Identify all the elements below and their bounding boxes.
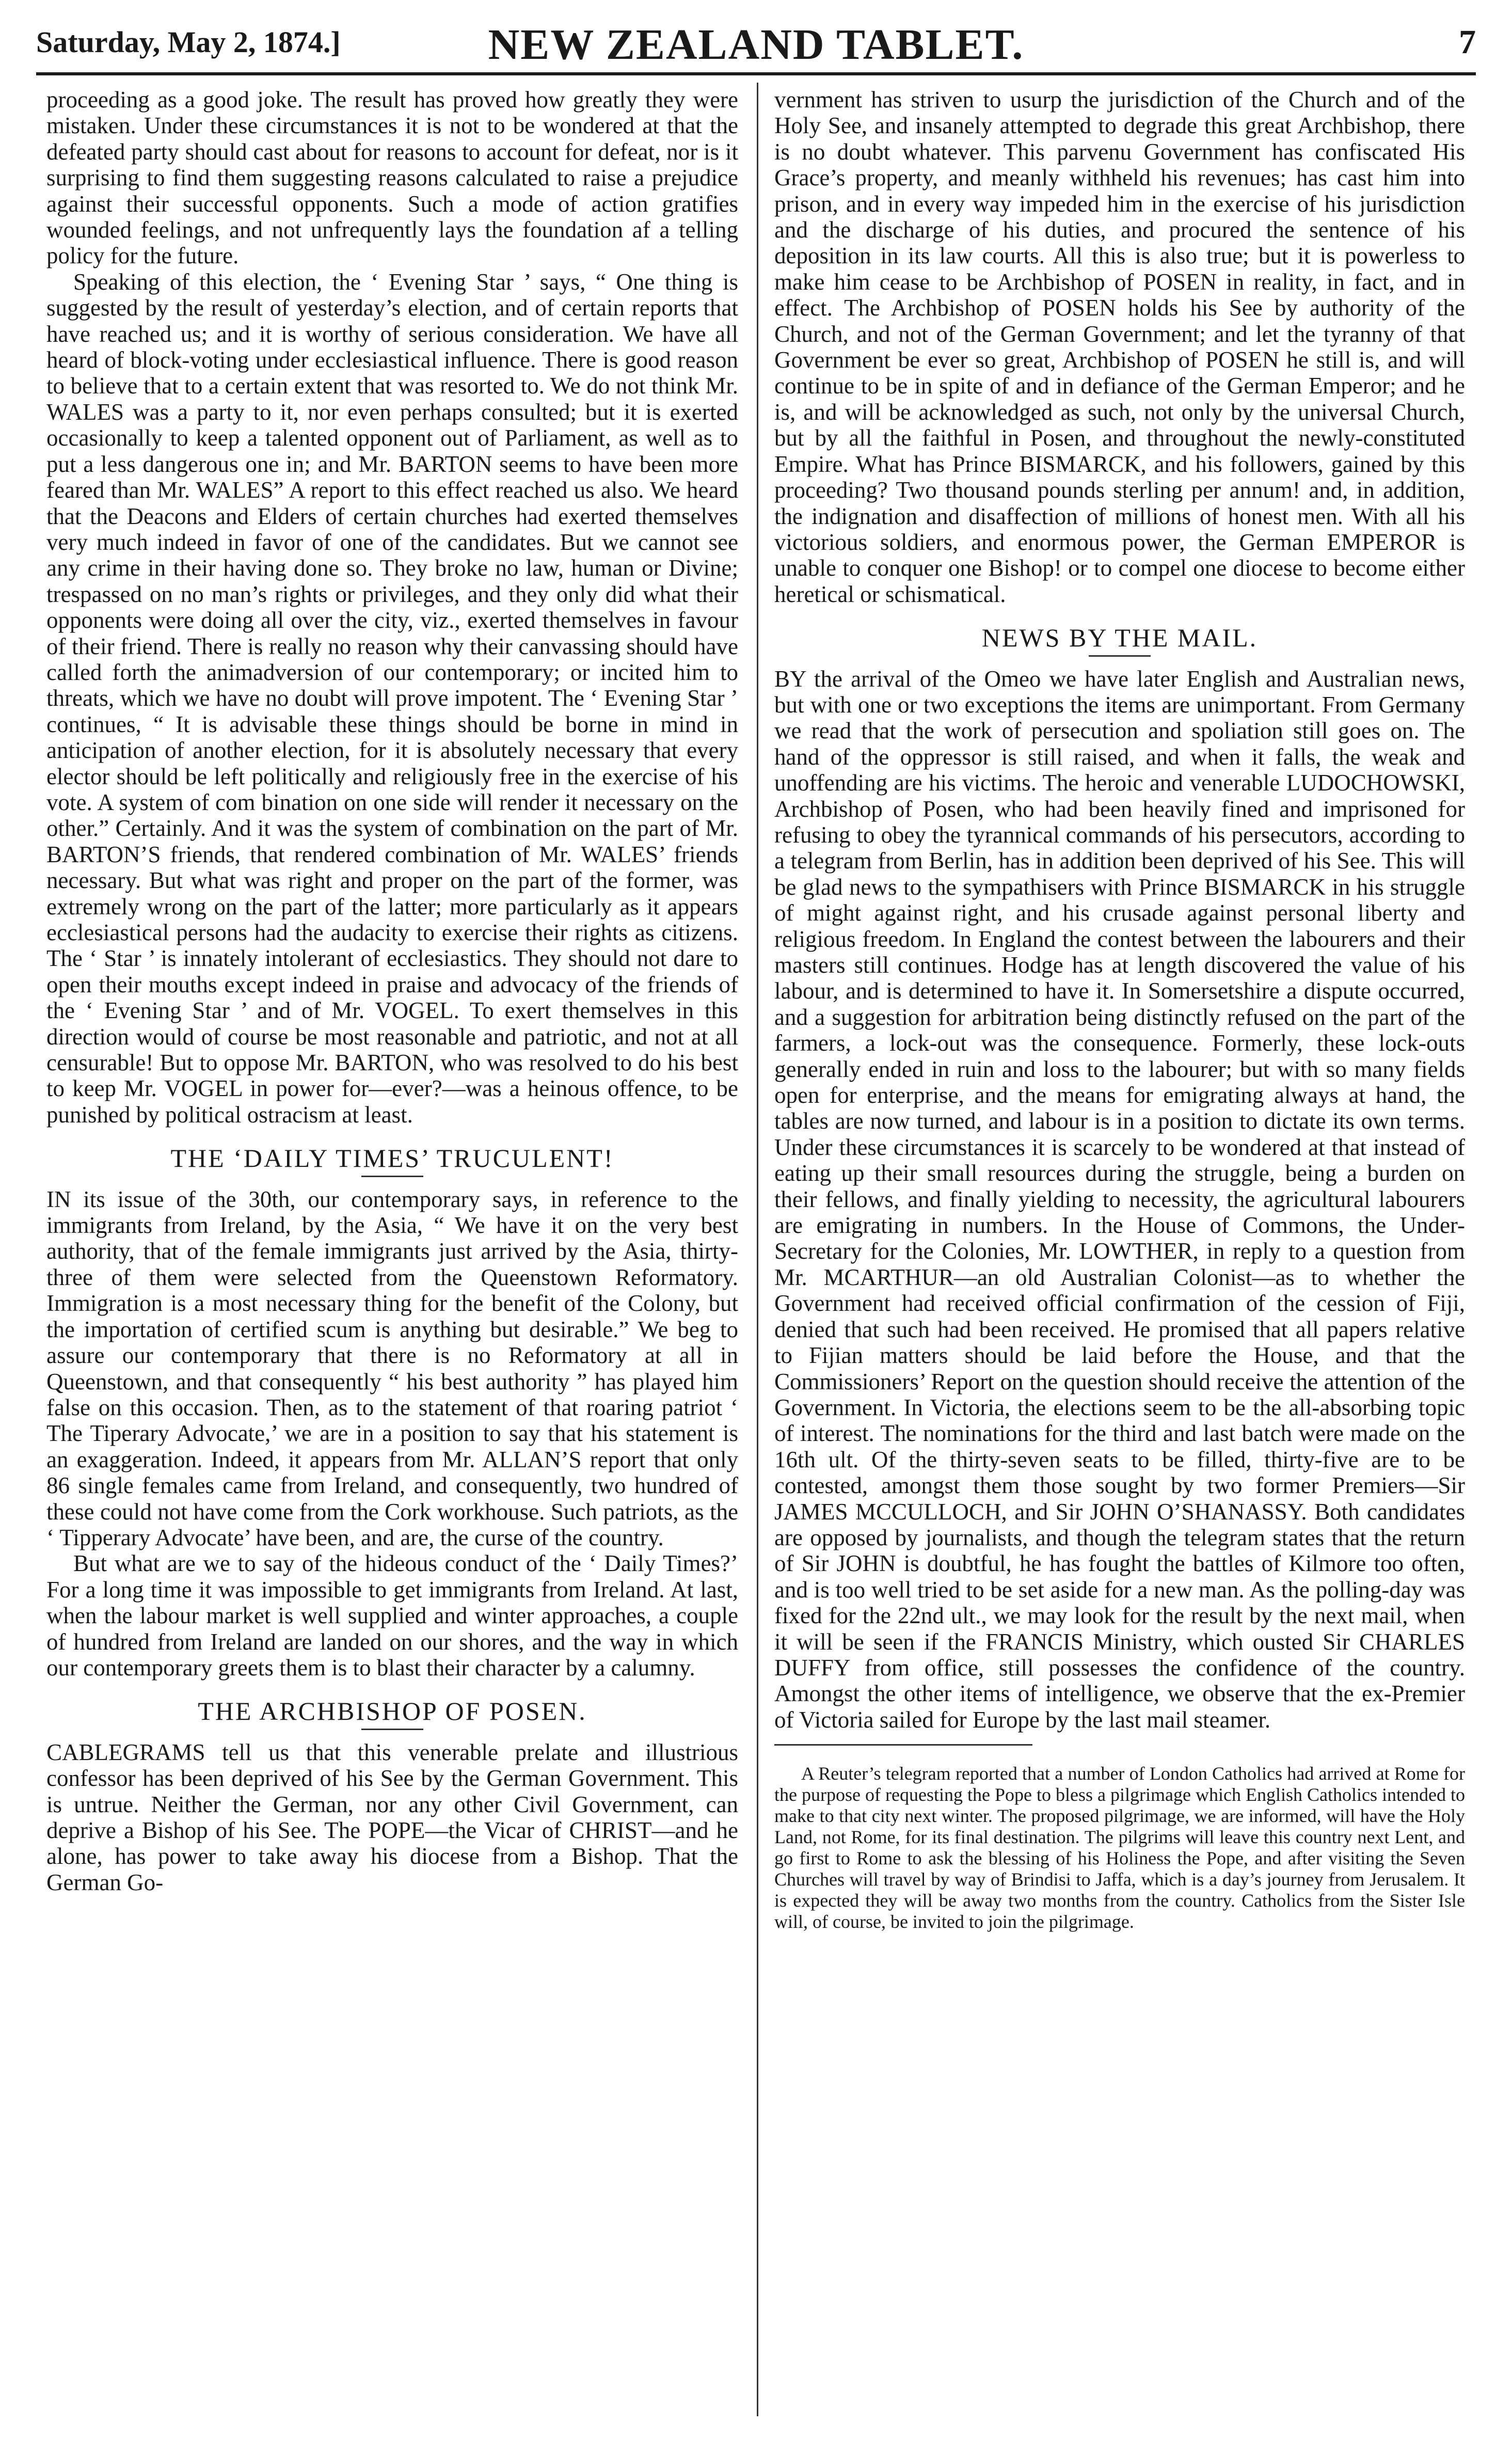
header-rule — [36, 72, 1476, 75]
reuters-footnote: A Reuter’s telegram reported that a number of London Catholics had arrived at Rome for the purpose of requesting the Pope to bless a pilgrimage which English Catholics intended to make to that city next winter. The proposed pilgrimage, we are informed, will have the Holy Land, not Rome, for its final destination. The pilgrims will leave this country next Lent, and go first to Rome to ask the blessing of his Holiness the Pope, and after visiting the Seven Churches will travel by way of Brindisi to Jaffa, which is a day’s journey from Jerusalem. It is expected they will be away two months from the country. Catholics from the Sister Isle will, of course, be invited to join the pilgrimage. — [774, 1763, 1465, 1933]
right-column — [774, 87, 1465, 1933]
posen-heading: THE ARCHBISHOP OF POSEN. — [198, 1697, 587, 1726]
column-divider — [757, 83, 758, 2416]
daily-times-paragraph-2: But what are we to say of the hideous conduct of the ‘ Daily Times?’ For a long time it was impossible to get immigrants from Ireland. At last, when the labour market is well supplied and winter approaches, a couple of hundred from Ireland are landed on our shores, and the way in which our contemporary greets them is to blast their character by a calumny. — [46, 1550, 738, 1681]
page-header — [36, 9, 1476, 71]
posen-continued-paragraph: vernment has striven to usurp the jurisdiction of the Church and of the Holy See, and insanely attempted to degrade this great Archbishop, there is no doubt whatever. This parvenu Government has confiscated His Grace’s property, and meanly withheld his revenues; has cast him into prison, and in every way impeded him in the exercise of his jurisdiction and the discharge of his duties, and procured the sentence of his deposition in its law courts. All this is also true; but it is powerless to make him cease to be Archbishop of POSEN in reality, in fact, and in effect. The Archbishop of POSEN holds his See by authority of the Church, and not of the German Government; and let the tyranny of that Government be ever so great, Archbishop of POSEN he still is, and will continue to be in spite of and in defiance of the German Emperor; and he is, and will be acknowledged as such, not only by the universal Church, but by all the faithful in Posen, and throughout the newly-constituted Empire. What has Prince BISMARCK, and his followers, gained by this proceeding? Two thousand pounds sterling per annum! and, in addition, the indignation and disaffection of millions of honest men. With all his victorious soldiers, and enormous power, the German EMPEROR is unable to conquer one Bishop! or to compel one diocese to become either heretical or schismatical. — [774, 87, 1465, 607]
heading-divider — [361, 1176, 423, 1177]
heading-divider — [1089, 655, 1151, 657]
posen-paragraph: CABLEGRAMS tell us that this venerable prelate and illustrious confessor has been deprived of his See by the German Government. This is untrue. Neither the German, nor any other Civil Government, can deprive a Bishop of his See. The POPE—the Vicar of CHRIST—and he alone, has power to take away his diocese from a Bishop. That the German Go- — [46, 1739, 738, 1895]
news-paragraph: BY the arrival of the Omeo we have later English and Australian news, but with one or two exceptions the items are unimportant. From Germany we read that the work of persecution and spoliation still goes on. The hand of the oppressor is still raised, and when it falls, the weak and unoffending are his victims. The heroic and venerable LUDOCHOWSKI, Archbishop of Posen, who had been heavily fined and imprisoned for refusing to obey the tyrannical commands of his persecutors, according to a telegram from Berlin, has in addition been deprived of his See. This will be glad news to the sympathisers with Prince BISMARCK in his struggle of might against right, and his crusade against personal liberty and religious freedom. In England the contest between the labourers and their masters still continues. Hodge has at length discovered the value of his labour, and is determined to have it. In Somersetshire a dispute occurred, and a suggestion for arbitration being distinctly refused on the part of the farmers, a lock-out was the consequence. Formerly, these lock-outs generally ended in ruin and loss to the labourer; but with so many fields open for enterprise, and the means for emigrating always at hand, the tables are now turned, and labour is in a position to dictate its own terms. Under these circumstances it is scarcely to be wondered at that instead of eating up their small resources during the struggle, being a burden on their fellows, and finally yielding to necessity, the agricultural labourers are emigrating in numbers. In the House of Commons, the Under-Secretary for the Colonies, Mr. LOWTHER, in reply to a question from Mr. MCARTHUR—an old Australian Colonist—as to whether the Government had received official confirmation of the cession of Fiji, denied that such had been received. He promised that all papers relative to Fijian matters should be laid before the House, and that the Commissioners’ Report on the question should receive the attention of the Government. In Victoria, the elections seem to be the all-absorbing topic of interest. The nominations for the third and last batch were made on the 16th ult. Of the thirty-seven seats to be filled, thirty-five are to be contested, amongst them those sought by two former Premiers—Sir JAMES MCCULLOCH, and Sir JOHN O’SHANASSY. Both candidates are opposed by journalists, and though the telegram states that the return of Sir JOHN is doubtful, he has fought the battles of Kilmore too often, and is too well tried to be set aside for a new man. As the polling-day was fixed for the 22nd ult., we may look for the result by the next mail, when it will be seen if the FRANCIS Ministry, which ousted Sir CHARLES DUFFY from office, still possesses the confidence of the country. Amongst the other items of intelligence, we observe that the ex-Premier of Victoria sailed for Europe by the last mail steamer. — [774, 666, 1465, 1733]
left-column — [46, 87, 738, 1895]
page-number: 7 — [1459, 23, 1476, 61]
heading-divider — [361, 1729, 423, 1730]
masthead-title: NEW ZEALAND TABLET. — [488, 21, 1024, 69]
daily-times-heading: THE ‘DAILY TIMES’ TRUCULENT! — [170, 1144, 614, 1173]
news-by-mail-heading: NEWS BY THE MAIL. — [981, 623, 1258, 653]
issue-date: Saturday, May 2, 1874.] — [36, 25, 341, 59]
election-paragraph-2: Speaking of this election, the ‘ Evening Star ’ says, “ One thing is suggested by the result of yesterday’s election, and of certain reports that have reached us; and it is worthy of serious consideration. We have all heard of block-voting under ecclesiastical influence. There is good reason to believe that to a certain extent that was resorted to. We do not think Mr. WALES was a party to it, nor even perhaps consulted; but it is exerted occasionally to keep a talented opponent out of Parliament, as well as to put a less dangerous one in; and Mr. BARTON seems to have been more feared than Mr. WALES” A report to this effect reached us also. We heard that the Deacons and Elders of certain churches had exerted themselves very much indeed in favor of one of the candidates. But we cannot see any crime in their having done so. They broke no law, human or Divine; trespassed on no man’s rights or privileges, and they only did what their opponents were doing all over the city, viz., exerted themselves in favour of their friend. There is really no reason why their canvassing should have called forth the animadversion of our contemporary; or incited him to threats, which we have no doubt will prove impotent. The ‘ Evening Star ’ continues, “ It is advisable these things should be borne in mind in anticipation of another election, for it is absolutely necessary that every elector should be left politically and religiously free in the exercise of his vote. A system of com bination on one side will render it necessary on the other.” Certainly. And it was the system of combination on the part of Mr. BARTON’S friends, that rendered combination of Mr. WALES’ friends necessary. But what was right and proper on the part of the former, was extremely wrong on the part of the latter; more particularly as it appears ecclesiastical persons had the audacity to exercise their rights as citizens. The ‘ Star ’ is innately intolerant of ecclesiastics. They should not dare to open their mouths except indeed in praise and advocacy of the friends of the ‘ Evening Star ’ and of Mr. VOGEL. To exert themselves in this direction would of course be most reasonable and patriotic, and not at all censurable! But to oppose Mr. BARTON, who was resolved to do his best to keep Mr. VOGEL in power for—ever?—was a heinous offence, to be punished by political ostracism at least. — [46, 268, 738, 1128]
footnote-rule — [774, 1744, 1032, 1746]
daily-times-paragraph-1: IN its issue of the 30th, our contemporary says, in reference to the immigrants from Ireland, by the Asia, “ We have it on the very best authority, that of the female immigrants just arrived by the Asia, thirty-three of them were selected from the Queenstown Reformatory. Immigration is a most necessary thing for the benefit of the Colony, but the importation of certified scum is anything but desirable.” We beg to assure our contemporary that there is no Reformatory at all in Queenstown, and that consequently “ his best authority ” has played him false on this occasion. Then, as to the statement of that roaring patriot ‘ The Tiperary Advocate,’ we are in a position to say that his statement is an exaggeration. Indeed, it appears from Mr. ALLAN’S report that only 86 single females came from Ireland, and consequently, two hundred of these could not have come from the Cork workhouse. Such patriots, as the ‘ Tipperary Advocate’ have been, and are, the curse of the country. — [46, 1186, 738, 1550]
election-paragraph-1: proceeding as a good joke. The result has proved how greatly they were mistaken. Under these circumstances it is not to be wondered at that the defeated party should cast about for reasons to account for defeat, nor is it surprising to find them suggesting reasons calculated to raise a prejudice against their successful opponents. Such a mode of action gratifies wounded feelings, and not unfrequently lays the foundation af a telling policy for the future. — [46, 87, 738, 269]
